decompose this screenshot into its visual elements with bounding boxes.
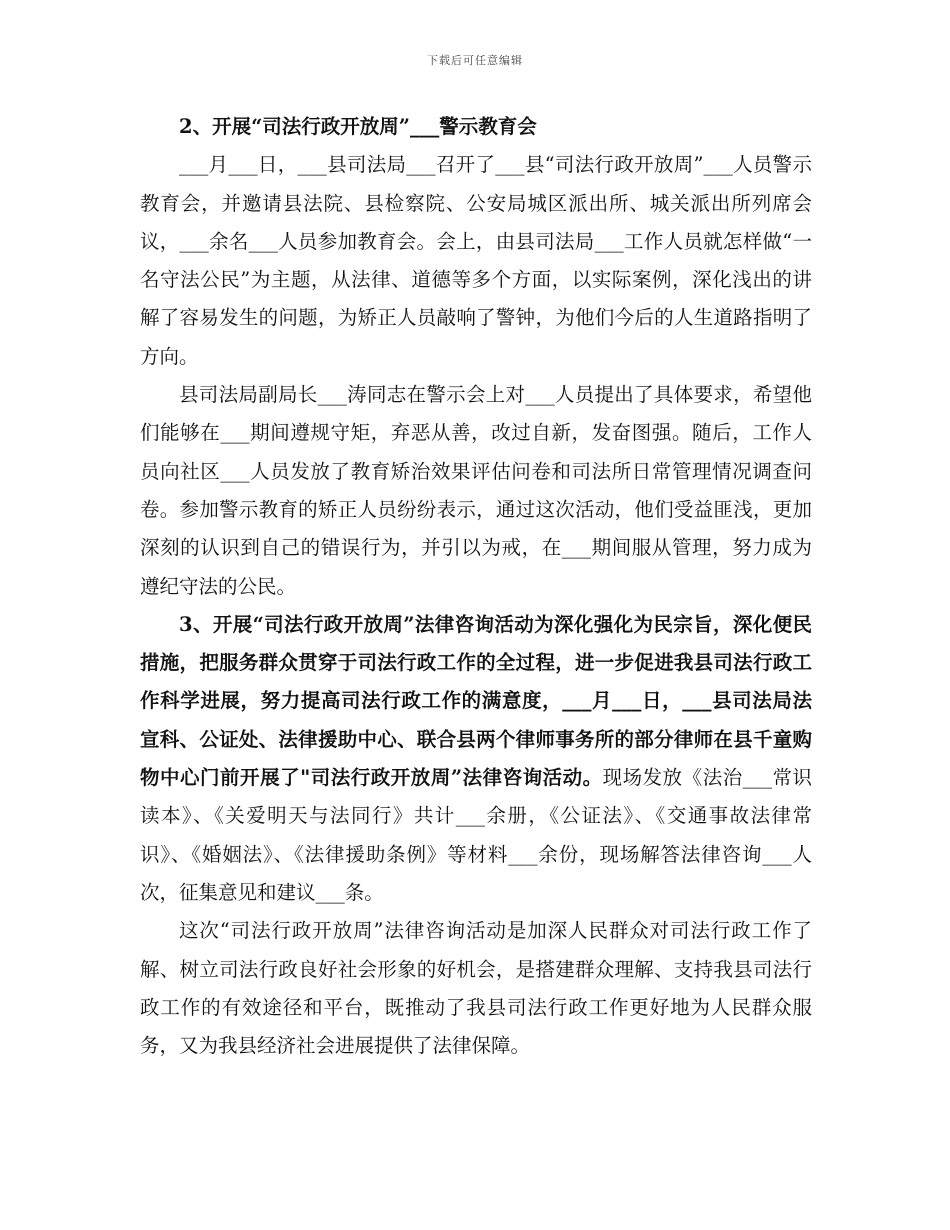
section-heading-2: 2、开展“司法行政开放周”___警示教育会 (179, 115, 537, 138)
paragraph-4: 这次“司法行政开放周”法律咨询活动是加深人民群众对司法行政工作了解、树立司法行政良好社会形象的好机会，是搭建群众理解、支持我县司法行政工作的有效途径和平台，既推动了我县司法行政工作更好地为人民群众服务，又为我县经济社会进展提供了法律保障。 (140, 919, 812, 1058)
paragraph-3 (140, 606, 812, 912)
paragraph-3-body: 现场发放《法治___常识读本》、《关爱明天与法同行》共计___余册，《公证法》、《交通事故法律常识》、《婚姻法》、《法律援助条例》等材料___余份，现场解答法律咨询___人次，征集意见和建议___条。 (140, 766, 812, 904)
paragraph-1: ___月___日，___县司法局___召开了___县“司法行政开放周”___人员警示教育会，并邀请县法院、县检察院、公安局城区派出所、城关派出所列席会议，___余名___人员参加教育会。会上，由县司法局___工作人员就怎样做“一名守法公民”为主题，从法律、道德等多个方面，以实际案例，深化浅出的讲解了容易发生的问题，为矫正人员敲响了警钟，为他们今后的人生道路指明了方向。 (140, 153, 812, 368)
section-heading-3: 3、开展“司法行政开放周”法律咨询活动为深化强化为民宗旨，深化便民措施，把服务群众贯穿于司法行政工作的全过程，进一步促进我县司法行政工作科学进展，努力提高司法行政工作的满意度，___月___日，___县司法局法宣科、公证处、法律援助中心、联合县两个律师事务所的部分律师在县千童购物中心门前开展了"司法行政开放周”法律咨询活动。 (140, 612, 812, 790)
page-header: 下载后可任意编辑 (427, 54, 523, 67)
document-body (140, 108, 812, 1065)
paragraph-2: 县司法局副局长___涛同志在警示会上对___人员提出了具体要求，希望他们能够在___期间遵规守矩，弃恶从善，改过自新，发奋图强。随后，工作人员向社区___人员发放了教育矫治效果评估问卷和司法所日常管理情况调查问卷。参加警示教育的矫正人员纷纷表示，通过这次活动，他们受益匪浅，更加深刻的认识到自己的错误行为，并引以为戒，在___期间服从管理，努力成为遵纪守法的公民。 (140, 383, 812, 598)
